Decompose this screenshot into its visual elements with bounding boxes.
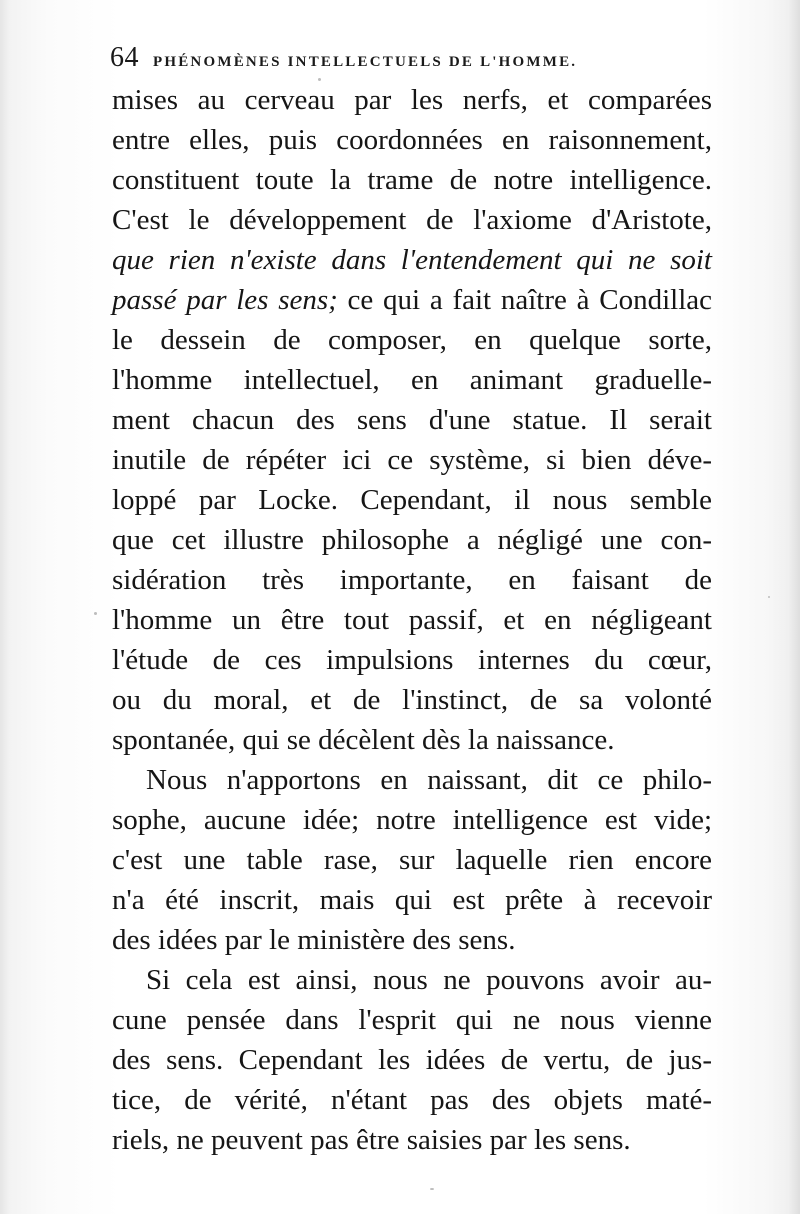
text-line xyxy=(112,480,712,520)
text-line xyxy=(112,640,712,680)
body-text xyxy=(112,80,712,1160)
line-text: des sens. Cependant les idées de vertu, de jus- xyxy=(112,1044,712,1076)
text-line xyxy=(112,800,712,840)
text-line xyxy=(112,80,712,120)
line-text: l'étude de ces impulsions internes du cœur, xyxy=(112,644,712,676)
line-text-italic: passé par les sens; xyxy=(112,284,338,316)
line-text: des idées par le ministère des sens. xyxy=(112,924,516,956)
text-line-italic xyxy=(112,240,712,280)
text-line xyxy=(112,1040,712,1080)
line-text: riels, ne peuvent pas être saisies par les sens. xyxy=(112,1124,631,1156)
line-text: n'a été inscrit, mais qui est prête à recevoir xyxy=(112,884,712,916)
line-text: entre elles, puis coordonnées en raisonnement, xyxy=(112,124,712,156)
line-text: c'est une table rase, sur laquelle rien encore xyxy=(112,844,712,876)
text-line xyxy=(112,560,712,600)
text-line xyxy=(112,840,712,880)
text-line xyxy=(112,120,712,160)
text-line xyxy=(112,920,712,960)
running-head xyxy=(110,42,710,76)
running-title: PHÉNOMÈNES INTELLECTUELS DE L'HOMME. xyxy=(153,54,578,70)
line-text: tice, de vérité, n'étant pas des objets maté- xyxy=(112,1084,712,1116)
line-text: C'est le développement de l'axiome d'Aristote, xyxy=(112,204,712,236)
text-line xyxy=(112,400,712,440)
print-speck xyxy=(430,1188,434,1190)
text-line xyxy=(112,600,712,640)
text-line xyxy=(112,280,712,320)
print-speck xyxy=(768,596,770,598)
line-text: ment chacun des sens d'une statue. Il serait xyxy=(112,404,712,436)
text-line xyxy=(112,200,712,240)
left-edge-shadow xyxy=(0,0,10,1214)
line-text: l'homme intellectuel, en animant graduelle- xyxy=(112,364,712,396)
line-text: ou du moral, et de l'instinct, de sa volonté xyxy=(112,684,712,716)
page-number: 64 xyxy=(110,42,139,73)
line-text: spontanée, qui se décèlent dès la naissance. xyxy=(112,724,615,756)
text-line xyxy=(112,1000,712,1040)
text-line-indent xyxy=(146,760,712,800)
text-line xyxy=(112,680,712,720)
text-line xyxy=(112,880,712,920)
line-text: Nous n'apportons en naissant, dit ce philo- xyxy=(146,764,712,796)
line-text: loppé par Locke. Cependant, il nous semble xyxy=(112,484,712,516)
text-line xyxy=(112,360,712,400)
print-speck xyxy=(318,78,321,81)
line-text: que cet illustre philosophe a négligé une con- xyxy=(112,524,712,556)
line-text: sidération très importante, en faisant de xyxy=(112,564,712,596)
line-text: que rien n'existe dans l'entendement qui ne soit xyxy=(112,244,712,276)
line-text: Si cela est ainsi, nous ne pouvons avoir au- xyxy=(146,964,712,996)
line-text: constituent toute la trame de notre intelligence. xyxy=(112,164,712,196)
text-line xyxy=(112,720,712,760)
right-edge-shadow xyxy=(788,0,800,1214)
print-speck xyxy=(94,612,97,615)
line-text: sophe, aucune idée; notre intelligence est vide; xyxy=(112,804,712,836)
text-line xyxy=(112,160,712,200)
line-text: cune pensée dans l'esprit qui ne nous vienne xyxy=(112,1004,712,1036)
text-line xyxy=(112,440,712,480)
line-text: inutile de répéter ici ce système, si bien déve- xyxy=(112,444,712,476)
line-text: ce qui a fait naître à Condillac xyxy=(337,284,712,316)
line-text: l'homme un être tout passif, et en négligeant xyxy=(112,604,712,636)
text-line xyxy=(112,1120,712,1160)
line-text: mises au cerveau par les nerfs, et comparées xyxy=(112,84,712,116)
text-line-indent xyxy=(146,960,712,1000)
text-line xyxy=(112,320,712,360)
text-line xyxy=(112,1080,712,1120)
line-text: le dessein de composer, en quelque sorte, xyxy=(112,324,712,356)
text-line xyxy=(112,520,712,560)
